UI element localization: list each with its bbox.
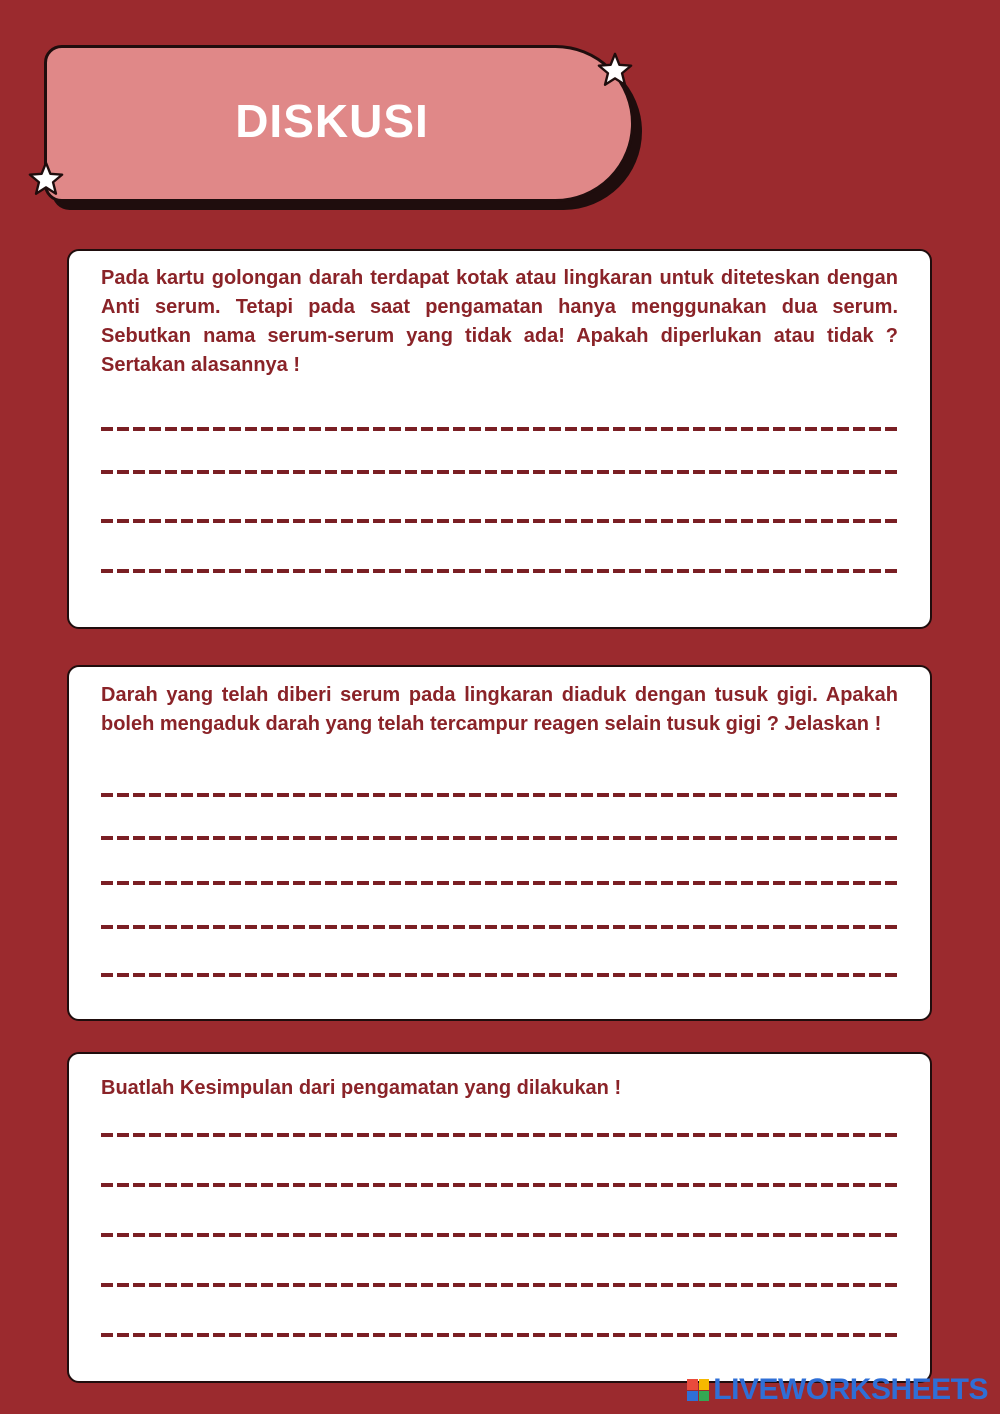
title-banner	[44, 45, 634, 202]
question-text: Buatlah Kesimpulan dari pengamatan yang dilakukan !	[101, 1077, 622, 1099]
watermark-text: LIVEWORKSHEETS	[713, 1373, 988, 1406]
question-text: Pada kartu golongan darah terdapat kotak atau lingkaran untuk diteteskan dengan Anti serum. Tetapi pada saat pengamatan hanya menggunakan dua serum. Sebutkan nama serum-serum yang tidak ada! Apakah diperlukan atau tidak ? Sertakan alasannya !	[101, 267, 898, 376]
question-text: Darah yang telah diberi serum pada lingkaran diaduk dengan tusuk gigi. Apakah boleh mengaduk darah yang telah tercampur reagen selain tusuk gigi ? Jelaskan !	[101, 684, 898, 735]
answer-line[interactable]	[101, 793, 898, 797]
answer-line[interactable]	[101, 1333, 898, 1337]
answer-line[interactable]	[101, 1183, 898, 1187]
liveworksheets-logo-icon	[687, 1379, 709, 1401]
answer-line[interactable]	[101, 519, 898, 523]
question-card-3	[67, 1052, 932, 1383]
answer-line[interactable]	[101, 881, 898, 885]
answer-line[interactable]	[101, 1233, 898, 1237]
page-title: DISKUSI	[235, 94, 429, 147]
watermark	[687, 1374, 988, 1406]
star-icon	[27, 160, 65, 198]
answer-line[interactable]	[101, 1133, 898, 1137]
question-card-1	[67, 249, 932, 629]
answer-line[interactable]	[101, 925, 898, 929]
answer-line[interactable]	[101, 470, 898, 474]
answer-line[interactable]	[101, 569, 898, 573]
question-card-2	[67, 665, 932, 1021]
answer-line[interactable]	[101, 973, 898, 977]
star-icon	[596, 51, 634, 89]
answer-line[interactable]	[101, 1283, 898, 1287]
answer-line[interactable]	[101, 836, 898, 840]
answer-line[interactable]	[101, 427, 898, 431]
